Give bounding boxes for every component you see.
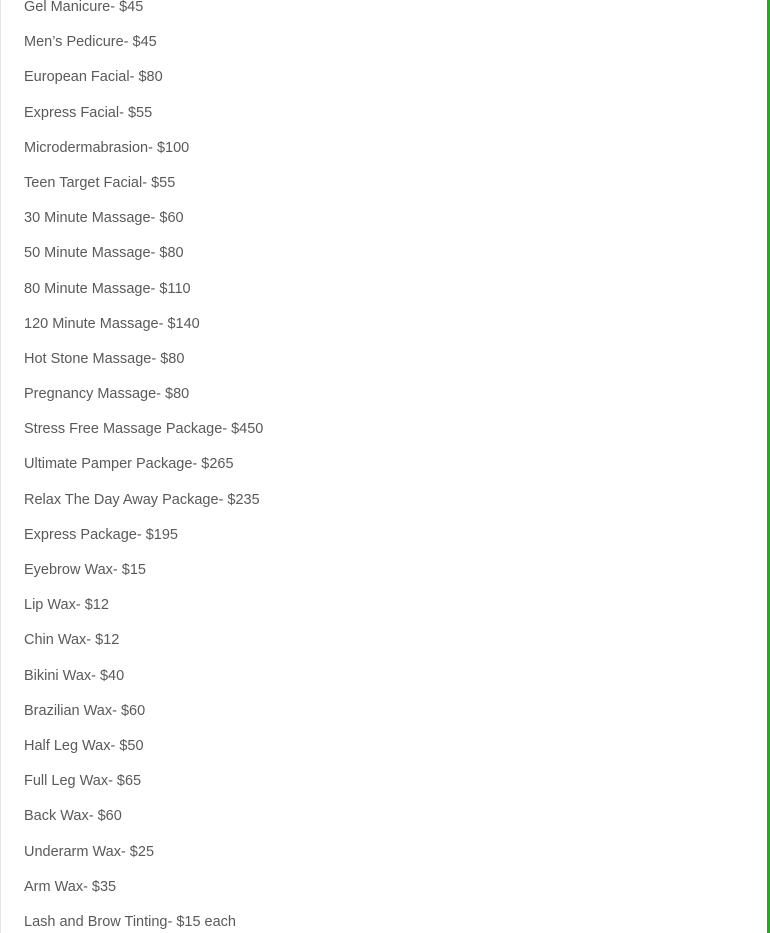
service-item-half-leg-wax: Half Leg Wax- $50 (24, 737, 144, 754)
service-item-lash-and-brow-tinting: Lash and Brow Tinting- $15 each (24, 913, 236, 930)
service-item-chin-wax: Chin Wax- $12 (24, 632, 120, 649)
service-item-relax-the-day-away-package: Relax The Day Away Package- $235 (24, 491, 260, 508)
service-item-brazilian-wax: Brazilian Wax- $60 (24, 702, 146, 719)
service-item-120-minute-massage: 120 Minute Massage- $140 (24, 315, 200, 332)
service-item-hot-stone-massage: Hot Stone Massage- $80 (24, 350, 185, 367)
service-item-underarm-wax: Underarm Wax- $25 (24, 843, 155, 860)
service-list (24, 0, 263, 933)
service-item-pregnancy-massage: Pregnancy Massage- $80 (24, 386, 190, 403)
service-item-teen-target-facial: Teen Target Facial- $55 (24, 174, 176, 191)
service-item-mens-pedicure: Men’s Pedicure- $45 (24, 34, 157, 51)
service-item-30-minute-massage: 30 Minute Massage- $60 (24, 210, 184, 227)
service-item-eyebrow-wax: Eyebrow Wax- $15 (24, 562, 146, 578)
service-item-european-facial: European Facial- $80 (24, 69, 163, 86)
service-item-ultimate-pamper-package: Ultimate Pamper Package- $265 (24, 456, 234, 473)
service-item-microdermabrasion: Microdermabrasion- $100 (24, 139, 190, 156)
service-item-back-wax: Back Wax- $60 (24, 808, 122, 825)
left-divider (0, 0, 1, 933)
service-item-stress-free-massage-package: Stress Free Massage Package- $450 (24, 421, 264, 438)
service-item-full-leg-wax: Full Leg Wax- $65 (24, 773, 142, 790)
service-item-gel-manicure: Gel Manicure- $45 (24, 0, 144, 15)
service-item-arm-wax: Arm Wax- $35 (24, 878, 117, 895)
service-item-express-package: Express Package- $195 (24, 526, 178, 543)
service-item-lip-wax: Lip Wax- $12 (24, 597, 109, 614)
service-item-50-minute-massage: 50 Minute Massage- $80 (24, 245, 184, 262)
service-item-80-minute-massage: 80 Minute Massage- $110 (24, 280, 191, 297)
service-item-bikini-wax: Bikini Wax- $40 (24, 667, 125, 684)
service-item-express-facial: Express Facial- $55 (24, 104, 153, 121)
